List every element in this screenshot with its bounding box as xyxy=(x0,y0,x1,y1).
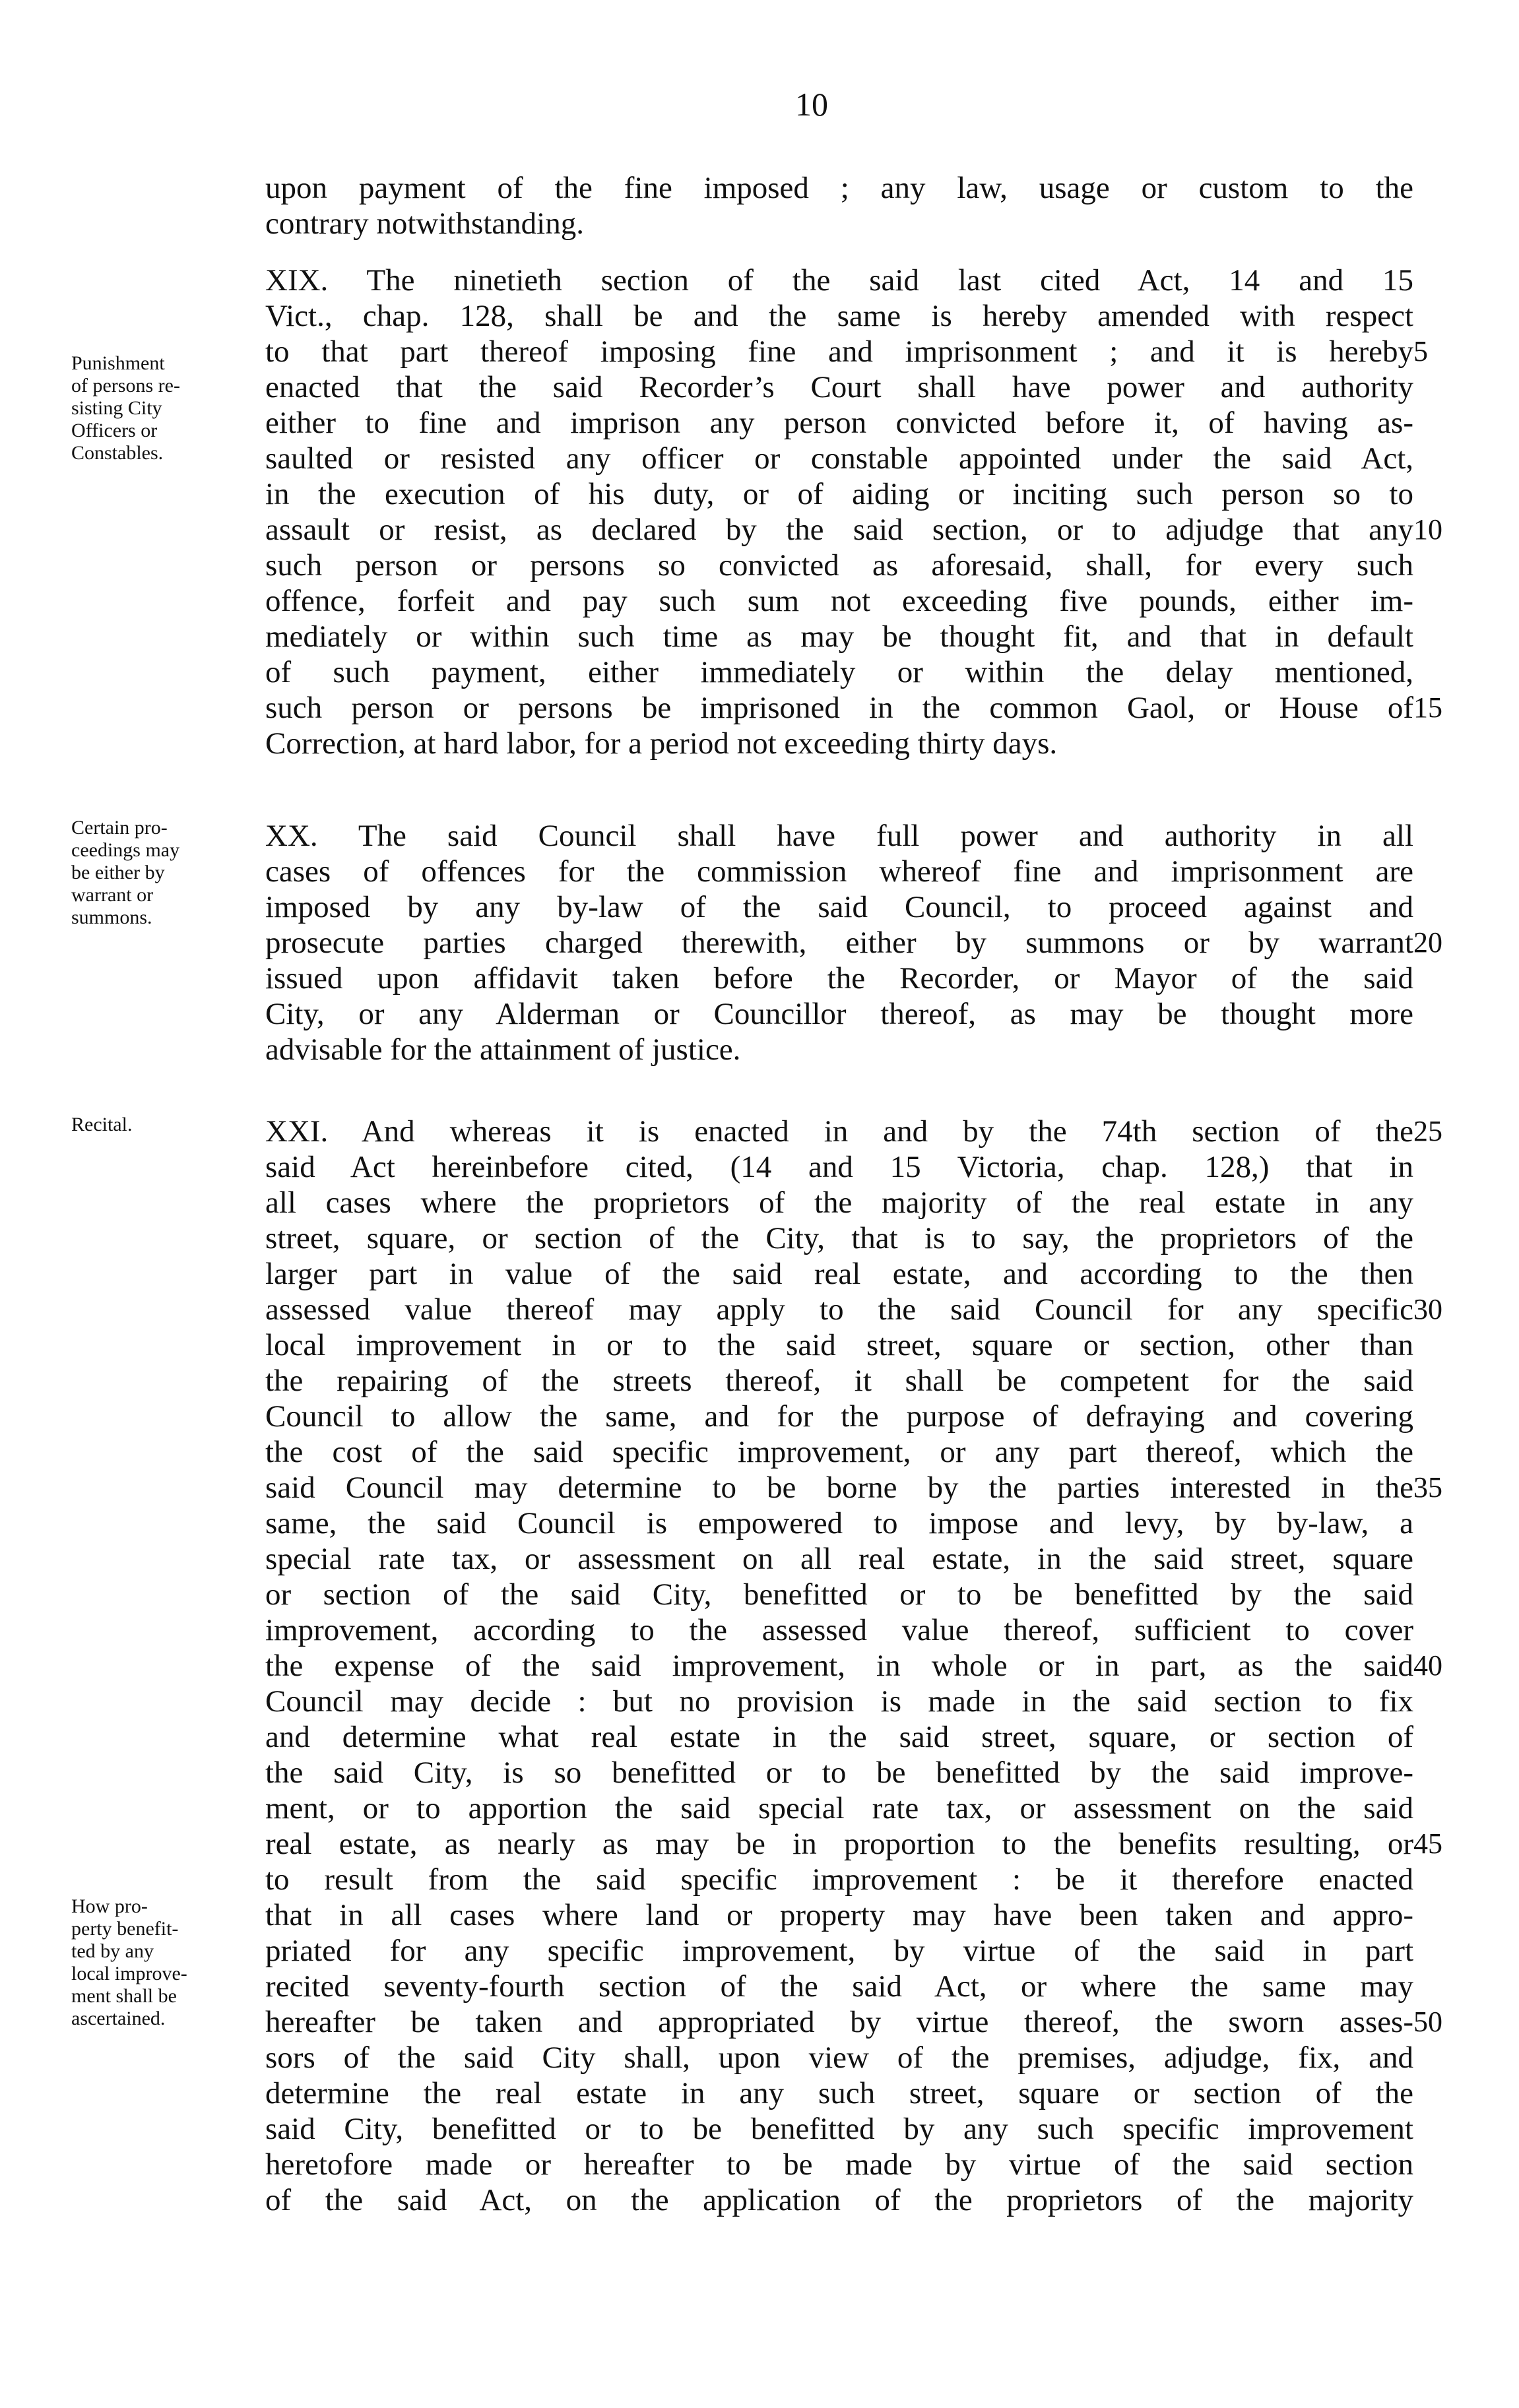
text-line: Correction, at hard labor, for a period not exceeding thirty days. xyxy=(265,726,1058,761)
margin-note-line: sisting City xyxy=(71,397,162,419)
margin-note-line: How pro- xyxy=(71,1895,148,1917)
text-line: City, or any Alderman or Councillor thereof, as may be thought more xyxy=(265,997,1413,1031)
text-line: same, the said Council is empowered to impose and levy, by by-law, a xyxy=(265,1506,1413,1540)
text-line: either to fine and imprison any person convicted before it, of having as- xyxy=(265,406,1413,440)
margin-note-line: warrant or xyxy=(71,884,154,906)
line-number: 20 xyxy=(1413,926,1442,959)
page-number: 10 xyxy=(795,86,828,123)
text-line: special rate tax, or assessment on all real estate, in the said street, square xyxy=(265,1542,1413,1576)
text-line: assault or resist, as declared by the said section, or to adjudge that any xyxy=(265,513,1413,547)
line-number: 15 xyxy=(1413,691,1442,724)
text-line: recited seventy-fourth section of the said Act, or where the same may xyxy=(265,1969,1413,2004)
text-line: in the execution of his duty, or of aiding or inciting such person so to xyxy=(265,477,1413,511)
margin-note-line: Punishment xyxy=(71,352,165,374)
line-number: 30 xyxy=(1413,1293,1442,1325)
text-line: street, square, or section of the City, that is to say, the proprietors of the xyxy=(265,1221,1413,1255)
text-line: of such payment, either immediately or within the delay mentioned, xyxy=(265,655,1413,689)
text-line: hereafter be taken and appropriated by virtue thereof, the sworn asses- xyxy=(265,2005,1413,2039)
text-line: contrary notwithstanding. xyxy=(265,206,584,241)
text-line: the cost of the said specific improvement, or any part thereof, which the xyxy=(265,1435,1413,1469)
margin-note-line: ascertained. xyxy=(71,2008,166,2029)
line-number: 35 xyxy=(1413,1471,1442,1504)
line-number: 5 xyxy=(1413,335,1428,367)
margin-note-line: perty benefit- xyxy=(71,1918,179,1940)
text-line: said Act hereinbefore cited, (14 and 15 Victoria, chap. 128,) that in xyxy=(265,1150,1413,1184)
margin-note-line: ceedings may xyxy=(71,839,180,861)
text-line: such person or persons so convicted as aforesaid, shall, for every such xyxy=(265,548,1413,583)
text-line: offence, forfeit and pay such sum not exceeding five pounds, either im- xyxy=(265,584,1413,618)
text-line: heretofore made or hereafter to be made by virtue of the said section xyxy=(265,2147,1413,2182)
text-line: said Council may determine to be borne by the parties interested in the xyxy=(265,1471,1413,1505)
text-line: Vict., chap. 128, shall be and the same is hereby amended with respect xyxy=(265,299,1413,333)
text-line: all cases where the proprietors of the majority of the real estate in any xyxy=(265,1186,1413,1220)
text-line: determine the real estate in any such street, square or section of the xyxy=(265,2076,1413,2110)
text-line: said City, benefitted or to be benefitted by any such specific improvement xyxy=(265,2112,1413,2146)
text-line: mediately or within such time as may be thought fit, and that in default xyxy=(265,619,1413,654)
text-line: improvement, according to the assessed value thereof, sufficient to cover xyxy=(265,1613,1413,1647)
text-line: priated for any specific improvement, by virtue of the said in part xyxy=(265,1934,1413,1968)
text-line: saulted or resisted any officer or constable appointed under the said Act, xyxy=(265,441,1413,476)
margin-note xyxy=(71,1114,249,1136)
text-line: Council to allow the same, and for the purpose of defraying and covering xyxy=(265,1399,1413,1434)
text-line: or section of the said City, benefitted or to be benefitted by the said xyxy=(265,1577,1413,1612)
margin-note-line: ted by any xyxy=(71,1940,154,1962)
margin-note-line: Constables. xyxy=(71,442,164,464)
margin-note-line: ment shall be xyxy=(71,1985,177,2007)
text-line: sors of the said City shall, upon view of the premises, adjudge, fix, and xyxy=(265,2041,1413,2075)
margin-note-line: local improve- xyxy=(71,1963,187,1984)
text-line: local improvement in or to the said street, square or section, other than xyxy=(265,1328,1413,1362)
text-line: imposed by any by-law of the said Council, to proceed against and xyxy=(265,890,1413,924)
margin-note-line: Certain pro- xyxy=(71,817,168,839)
text-line: to that part thereof imposing fine and imprisonment ; and it is hereby xyxy=(265,334,1413,369)
margin-note-line: Recital. xyxy=(71,1114,133,1135)
margin-note xyxy=(71,352,249,464)
margin-note-line: Officers or xyxy=(71,420,158,441)
text-line: cases of offences for the commission whereof fine and imprisonment are xyxy=(265,854,1413,889)
line-number: 50 xyxy=(1413,2006,1442,2038)
margin-note xyxy=(71,1895,249,2030)
line-number: 45 xyxy=(1413,1827,1442,1860)
text-line: issued upon affidavit taken before the Recorder, or Mayor of the said xyxy=(265,961,1413,996)
text-line: prosecute parties charged therewith, either by summons or by warrant xyxy=(265,926,1413,960)
margin-note-line: summons. xyxy=(71,906,152,928)
text-line: and determine what real estate in the said street, square, or section of xyxy=(265,1720,1413,1754)
text-line: Council may decide : but no provision is made in the said section to fix xyxy=(265,1684,1413,1719)
text-line: XXI. And whereas it is enacted in and by the 74th section of the xyxy=(265,1114,1413,1149)
line-number: 25 xyxy=(1413,1115,1442,1147)
text-line: the said City, is so benefitted or to be benefitted by the said improve- xyxy=(265,1756,1413,1790)
text-line: assessed value thereof may apply to the said Council for any specific xyxy=(265,1292,1413,1327)
line-number: 40 xyxy=(1413,1649,1442,1682)
text-line: upon payment of the fine imposed ; any law, usage or custom to the xyxy=(265,171,1413,205)
text-line: XX. The said Council shall have full power and authority in all xyxy=(265,819,1413,853)
line-number: 10 xyxy=(1413,513,1442,546)
text-line: to result from the said specific improvement : be it therefore enacted xyxy=(265,1862,1413,1897)
text-line: of the said Act, on the application of the proprietors of the majority xyxy=(265,2183,1413,2217)
text-line: that in all cases where land or property may have been taken and appro- xyxy=(265,1898,1413,1932)
text-line: XIX. The ninetieth section of the said last cited Act, 14 and 15 xyxy=(265,263,1413,298)
text-line: real estate, as nearly as may be in proportion to the benefits resulting, or xyxy=(265,1827,1413,1861)
text-line: the expense of the said improvement, in whole or in part, as the said xyxy=(265,1649,1413,1683)
text-line: larger part in value of the said real estate, and according to the then xyxy=(265,1257,1413,1291)
margin-note-line: be either by xyxy=(71,862,165,883)
margin-note xyxy=(71,817,249,929)
text-line: such person or persons be imprisoned in the common Gaol, or House of xyxy=(265,691,1413,725)
text-line: advisable for the attainment of justice. xyxy=(265,1032,741,1067)
text-line: enacted that the said Recorder’s Court shall have power and authority xyxy=(265,370,1413,404)
text-line: the repairing of the streets thereof, it shall be competent for the said xyxy=(265,1364,1413,1398)
text-line: ment, or to apportion the said special rate tax, or assessment on the said xyxy=(265,1791,1413,1825)
margin-note-line: of persons re- xyxy=(71,375,180,396)
